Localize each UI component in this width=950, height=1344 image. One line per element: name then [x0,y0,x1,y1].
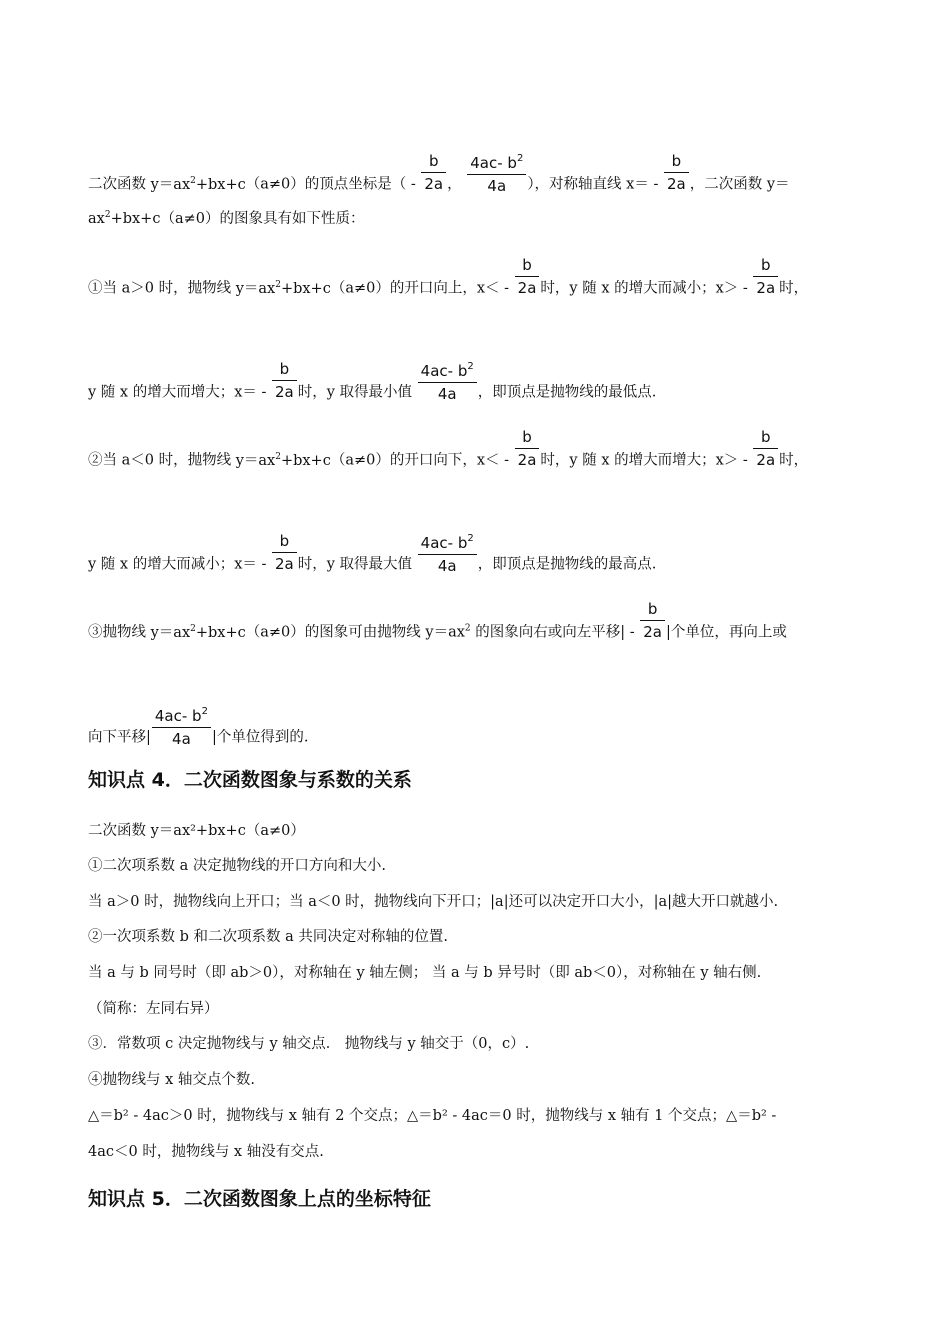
fraction-b-2a: $\frac{b}{2a}$ [421,150,446,195]
k4-line-9: △＝b² - 4ac＞0 时，抛物线与 x 轴有 2 个交点；△＝b² - 4ac＝0 时，抛物线与 x 轴有 1 个交点；△＝b² - [88,1108,777,1124]
k4-line-2: ①二次项系数 a 决定抛物线的开口方向和大小. [88,858,386,874]
eq-y: $y=ax^2+bx+c$ [150,175,246,193]
fraction-4ac-b2-4a: $\frac{4ac- b^2}{4a}$ [467,148,526,197]
k4-line-7: ③．常数项 c 决定抛物线与 y 轴交点． 抛物线与 y 轴交于（0，c）. [88,1036,530,1052]
property-1-line-1: ①当 a＞0 时，抛物线 $y=ax^2+bx+c(a\ne 0)$的开口向上，x＜ - $\frac{b}{2a}$ 时，y 随 x 的增大而减小；x＞ - $\frac{b}{2a}$ 时， [88,256,809,297]
fraction-4ac-b2-4a: $\frac{4ac- b^2}{4a}$ [418,356,477,405]
vertex-line-2 [88,205,880,229]
k4-line-6: （简称：左同右异） [88,1001,219,1017]
vertex-line-1 [88,152,880,209]
fraction-b-2a: $\frac{b}{2a}$ [753,426,778,471]
property-2-line-1: ②当 a＜0 时，抛物线 $y=ax^2+bx+c(a\ne 0)$的开口向下，x＜ - $\frac{b}{2a}$ 时，y 随 x 的增大而增大；x＞ - $\frac{b}{2a}$ 时， [88,428,809,469]
k4-line-8: ④抛物线与 x 轴交点个数. [88,1072,256,1088]
property-1-line-2: y 随 x 的增大而增大；x＝ - $\frac{b}{2a}$ 时，y 取得最小值 $\frac{4ac- b^2}{4a}$ ，即顶点是抛物线的最低点. [88,368,880,417]
text: ， [447,176,462,193]
text: 二次函数 [88,176,151,193]
text: ），对称轴直线 x＝ - [527,176,663,193]
text: （a≠0）的图象具有如下性质： [160,211,365,227]
k4-line-5: 当 a 与 b 同号时（即 ab＞0），对称轴在 y 轴左侧； 当 a 与 b 异号时（即 ab＜0），对称轴在 y 轴右侧. [88,965,762,981]
fraction-b-2a: $\frac{b}{2a}$ [753,254,778,299]
fraction-b-2a: $\frac{b}{2a}$ [640,598,665,643]
k4-line-4: ②一次项系数 b 和二次项系数 a 共同决定对称轴的位置. [88,929,448,945]
property-3-line-1: ③抛物线 $y=ax^2+bx+c(a\ne 0)$的图象可由抛物线 $y=ax^2$ 的图象向右或向左平移| - $\frac{b}{2a}$ |个单位，再向上或 [88,600,787,641]
k4-line-1: 二次函数 y＝ax²+bx+c（a≠0） [88,823,305,839]
text: （a≠0）的顶点坐标是（ - [245,176,421,193]
fraction-4ac-b2-4a: $\frac{4ac- b^2}{4a}$ [418,528,477,577]
eq-ax: $ax^2+bx+c$ [88,210,161,227]
section-heading-4: 知识点 4．二次函数图象与系数的关系 [88,769,412,791]
fraction-b-2a: $\frac{b}{2a}$ [664,150,689,195]
property-2-line-2: y 随 x 的增大而减小；x＝ - $\frac{b}{2a}$ 时，y 取得最大值 $\frac{4ac- b^2}{4a}$ ，即顶点是抛物线的最高点. [88,540,880,589]
k4-line-3: 当 a＞0 时，抛物线向上开口；当 a＜0 时，抛物线向下开口；|a|还可以决定开口大小，|a|越大开口就越小. [88,894,779,910]
property-3-line-2: 向下平移| $\frac{4ac- b^2}{4a}$ |个单位得到的. [88,713,880,762]
k4-line-10: 4ac＜0 时，抛物线与 x 轴没有交点. [88,1144,324,1160]
fraction-b-2a: $\frac{b}{2a}$ [272,530,297,575]
fraction-b-2a: $\frac{b}{2a}$ [515,254,540,299]
text: ，二次函数 y＝ [689,176,790,193]
fraction-b-2a: $\frac{b}{2a}$ [272,358,297,403]
section-heading-5: 知识点 5．二次函数图象上点的坐标特征 [88,1188,431,1210]
fraction-4ac-b2-4a: $\frac{4ac- b^2}{4a}$ [152,701,211,750]
fraction-b-2a: $\frac{b}{2a}$ [515,426,540,471]
